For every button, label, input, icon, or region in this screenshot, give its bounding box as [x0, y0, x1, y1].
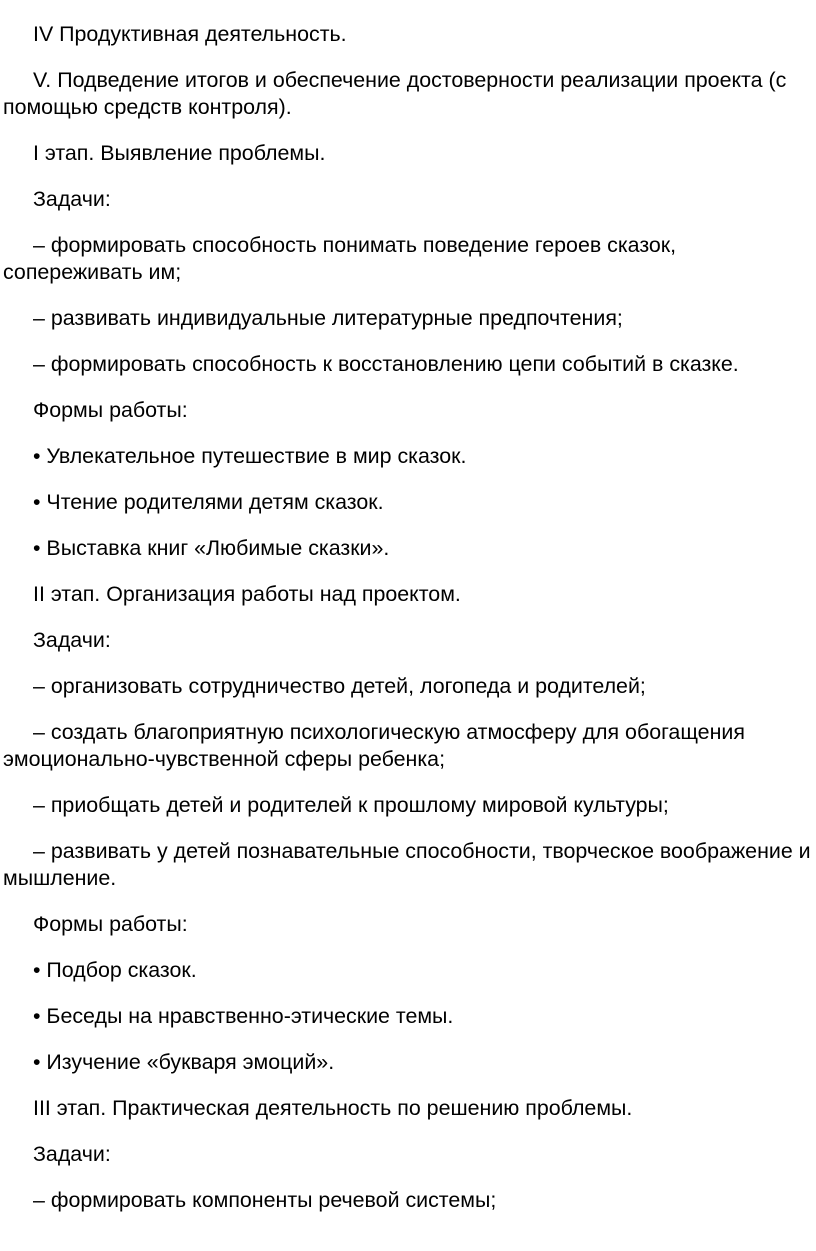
work-form-item: • Изучение «букваря эмоций».: [33, 1050, 335, 1074]
label-tasks-1: Задачи:: [33, 187, 111, 211]
work-form-item: • Подбор сказок.: [33, 958, 197, 982]
work-form-item: • Чтение родителями детям сказок.: [33, 490, 384, 514]
work-form-item: • Увлекательное путешествие в мир сказок.: [33, 444, 467, 468]
task-item: – развивать индивидуальные литературные предпочтения;: [33, 306, 623, 330]
work-form-item: • Беседы на нравственно-этические темы.: [33, 1004, 454, 1028]
task-item: – приобщать детей и родителей к прошлому мировой культуры;: [33, 793, 669, 817]
task-item: – формировать способность понимать поведение героев сказок, сопереживать им;: [3, 233, 677, 284]
heading-stage-1: I этап. Выявление проблемы.: [33, 141, 326, 165]
label-work-forms-1: Формы работы:: [33, 398, 188, 422]
paragraph-stage-iv: IV Продуктивная деятельность.: [33, 22, 347, 46]
heading-stage-2: II этап. Организация работы над проектом.: [33, 582, 461, 606]
task-item: – создать благоприятную психологическую атмосферу для обогащения эмоционально-чувственной сферы ребенка;: [3, 720, 745, 771]
paragraph-stage-v: V. Подведение итогов и обеспечение достоверности реализации проекта (с помощью средств контроля).: [3, 68, 787, 119]
heading-stage-3: III этап. Практическая деятельность по решению проблемы.: [33, 1096, 633, 1120]
task-item: – формировать компоненты речевой системы;: [33, 1188, 497, 1212]
task-item: – формировать способность к восстановлению цепи событий в сказке.: [33, 352, 739, 376]
label-tasks-3: Задачи:: [33, 1142, 111, 1166]
task-item: – развивать у детей познавательные способности, творческое воображение и мышление.: [3, 839, 811, 890]
label-tasks-2: Задачи:: [33, 628, 111, 652]
task-item: – организовать сотрудничество детей, логопеда и родителей;: [33, 674, 646, 698]
work-form-item: • Выставка книг «Любимые сказки».: [33, 536, 390, 560]
label-work-forms-2: Формы работы:: [33, 912, 188, 936]
